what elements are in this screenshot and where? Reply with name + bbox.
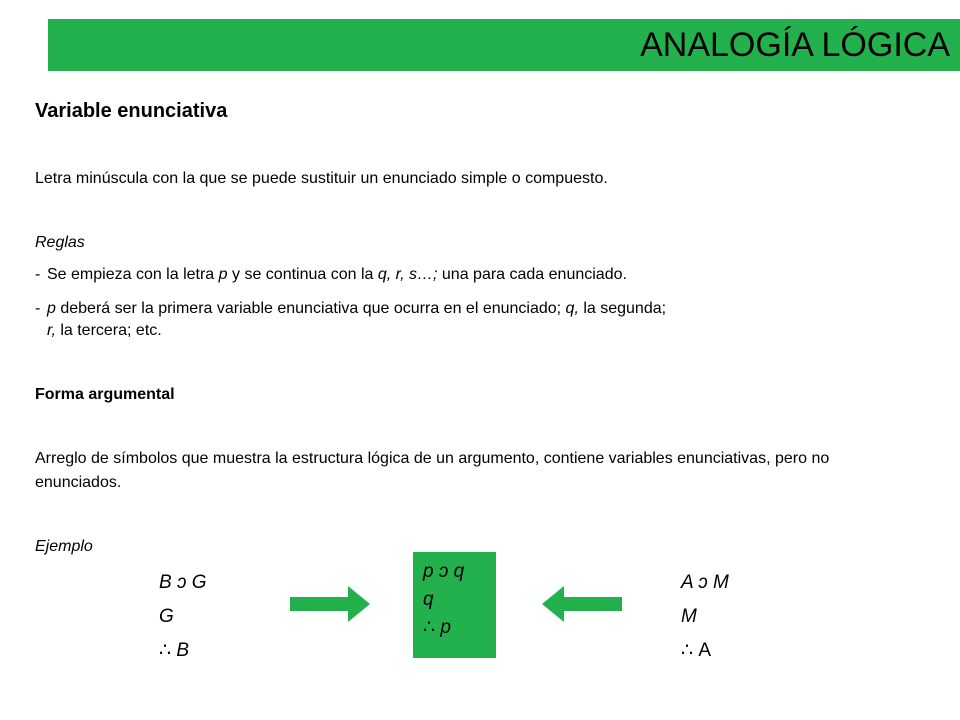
rule-var-r: r, xyxy=(47,322,56,339)
formula-conclusion xyxy=(681,634,729,668)
formula-line: B ɔ G xyxy=(159,572,207,593)
formula-line: A ɔ M xyxy=(681,572,729,593)
definition-text: Letra minúscula con la que se puede sustituir un enunciado simple o compuesto. xyxy=(35,170,608,187)
rule-text xyxy=(47,298,915,342)
example-left-formula xyxy=(159,566,207,668)
formula-var: A xyxy=(698,640,712,661)
formula-line: M xyxy=(681,606,697,627)
rule-text-part: la segunda; xyxy=(578,300,667,317)
therefore-symbol: ∴ xyxy=(159,640,172,661)
rule-text-part: y se continua con la xyxy=(227,266,378,283)
rule-var-p: p xyxy=(218,266,228,283)
rule-var-p: p xyxy=(47,300,56,317)
formula-var: B xyxy=(176,640,190,661)
section-heading-argument-form: Forma argumental xyxy=(35,386,175,403)
formula-line: q xyxy=(423,589,434,610)
rule-text-part: la tercera; etc. xyxy=(55,322,162,339)
formula-line: p ɔ q xyxy=(423,561,465,582)
example-label: Ejemplo xyxy=(35,538,93,555)
formula-var: p xyxy=(440,617,451,638)
argument-form-box xyxy=(413,552,496,658)
rule-vars: q, r, s…; xyxy=(377,266,438,283)
rule-dash: - xyxy=(35,300,41,317)
formula-conclusion xyxy=(159,634,207,668)
rules-label: Reglas xyxy=(35,234,85,251)
rule-item-1 xyxy=(35,264,915,286)
arrow-right-icon xyxy=(290,584,372,624)
therefore-symbol: ∴ xyxy=(423,617,436,638)
section-heading-variable: Variable enunciativa xyxy=(35,100,228,122)
therefore-symbol: ∴ xyxy=(681,640,694,661)
rule-item-2 xyxy=(35,298,915,342)
formula-conclusion xyxy=(423,614,496,642)
rule-dash: - xyxy=(35,266,41,283)
arrow-left-icon xyxy=(540,584,622,624)
argument-definition-text: Arreglo de símbolos que muestra la estructura lógica de un argumento, contiene variables enunciativas, pero no enunciados. xyxy=(35,450,830,491)
slide-title: ANALOGÍA LÓGICA xyxy=(640,26,950,64)
rule-text-part: deberá ser la primera variable enunciativa que ocurra en el enunciado; xyxy=(55,300,566,317)
rule-text-part: una para cada enunciado. xyxy=(437,266,627,283)
title-bar xyxy=(48,19,960,71)
example-right-formula xyxy=(681,566,729,668)
rule-text xyxy=(47,264,915,286)
rule-var-q: q, xyxy=(565,300,579,317)
rule-text-part: Se empieza con la letra xyxy=(47,266,219,283)
formula-line: G xyxy=(159,606,174,627)
